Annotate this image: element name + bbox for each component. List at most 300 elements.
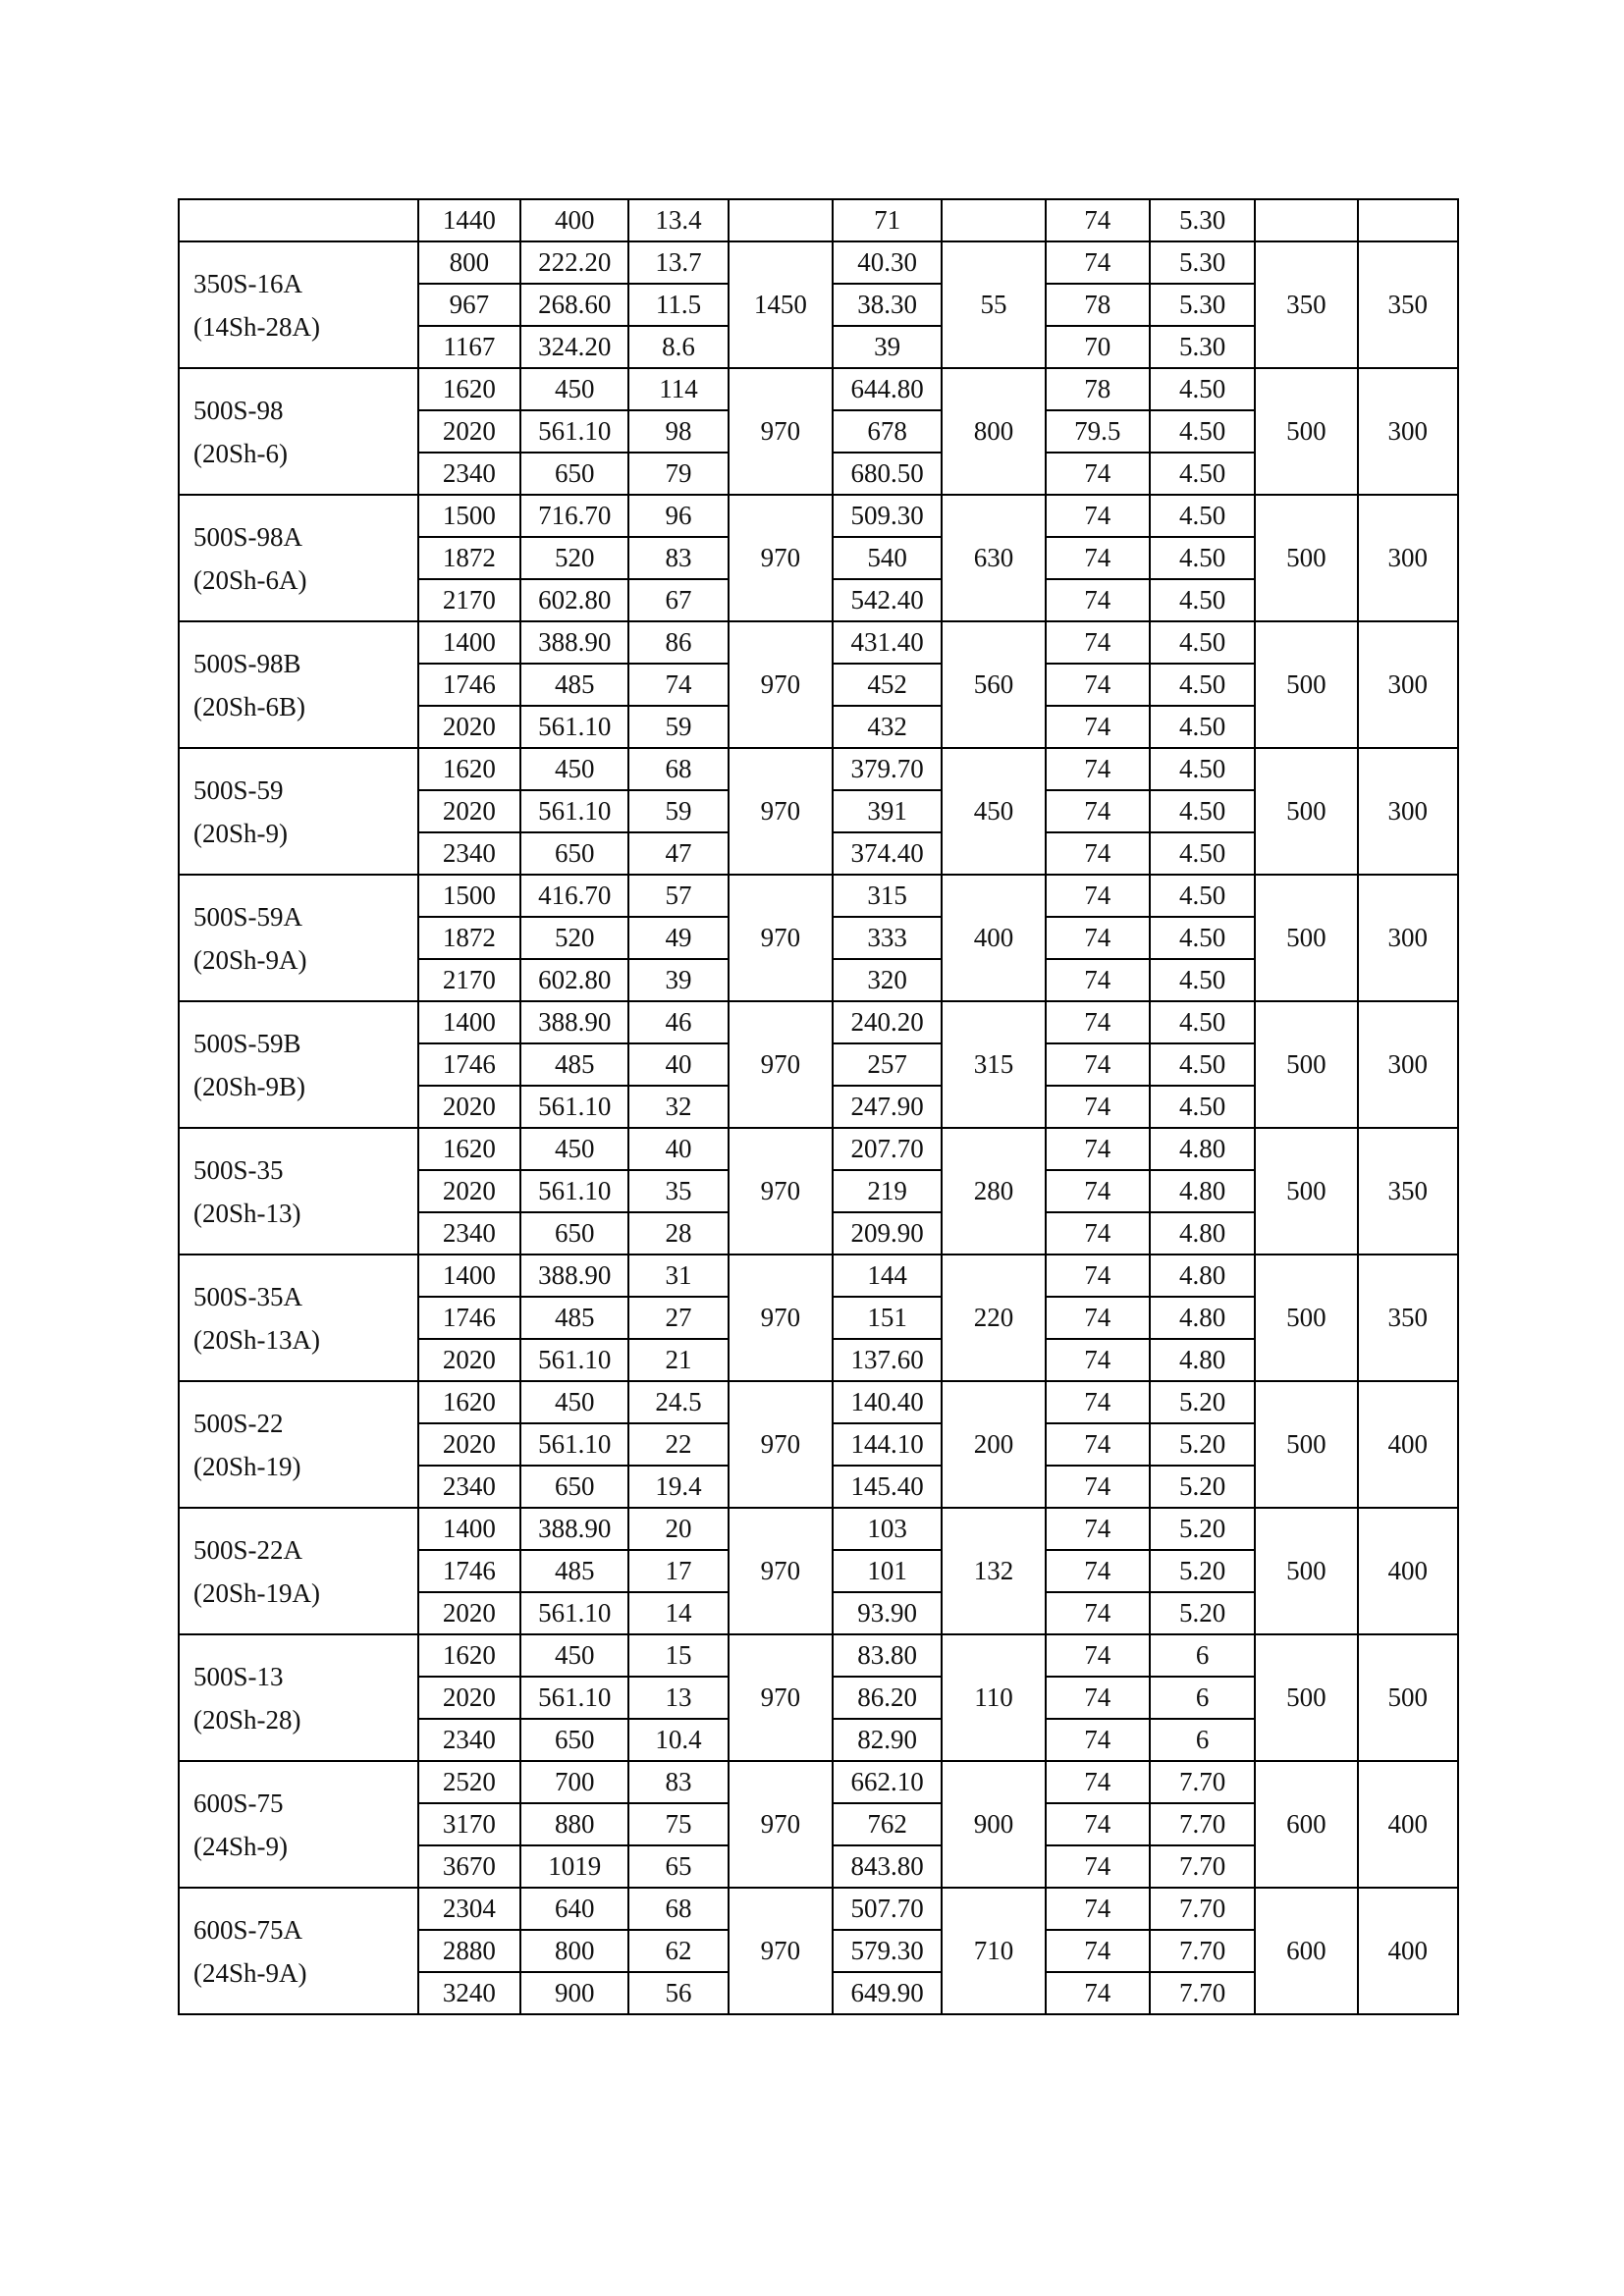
flow-m3h-cell: 800 <box>418 241 520 284</box>
head-cell: 15 <box>628 1634 728 1677</box>
inlet-cell: 600 <box>1255 1888 1357 2014</box>
model-name: 500S-98 <box>193 395 284 425</box>
flow-ls-cell: 602.80 <box>520 579 628 621</box>
model-name: 500S-22A <box>193 1534 303 1565</box>
speed-cell: 970 <box>729 1001 833 1128</box>
npshr-cell: 7.70 <box>1150 1803 1255 1845</box>
speed-cell: 970 <box>729 875 833 1001</box>
flow-m3h-cell: 2020 <box>418 1170 520 1212</box>
motor-power-cell: 315 <box>942 1001 1045 1128</box>
shaft-power-cell: 579.30 <box>833 1930 942 1972</box>
flow-ls-cell: 561.10 <box>520 1677 628 1719</box>
model-name: 500S-35A <box>193 1281 303 1311</box>
model-cell <box>179 1888 418 2014</box>
flow-ls-cell: 640 <box>520 1888 628 1930</box>
shaft-power-cell: 678 <box>833 410 942 453</box>
outlet-cell: 300 <box>1358 875 1458 1001</box>
table-row <box>179 1001 1458 1043</box>
table-row <box>179 199 1458 241</box>
head-cell: 68 <box>628 748 728 790</box>
flow-ls-cell: 561.10 <box>520 1086 628 1128</box>
flow-m3h-cell: 1620 <box>418 748 520 790</box>
efficiency-cell: 74 <box>1046 1677 1150 1719</box>
efficiency-cell: 74 <box>1046 959 1150 1001</box>
npshr-cell: 5.20 <box>1150 1592 1255 1634</box>
flow-ls-cell: 520 <box>520 537 628 579</box>
model-alt-name: (20Sh-6B) <box>193 691 305 721</box>
head-cell: 59 <box>628 706 728 748</box>
inlet-cell: 500 <box>1255 875 1357 1001</box>
npshr-cell: 4.50 <box>1150 748 1255 790</box>
shaft-power-cell: 315 <box>833 875 942 917</box>
shaft-power-cell: 247.90 <box>833 1086 942 1128</box>
efficiency-cell: 74 <box>1046 1297 1150 1339</box>
model-cell <box>179 1255 418 1381</box>
head-cell: 21 <box>628 1339 728 1381</box>
npshr-cell: 4.50 <box>1150 368 1255 410</box>
table-row <box>179 875 1458 917</box>
npshr-cell: 4.50 <box>1150 790 1255 832</box>
outlet-cell: 300 <box>1358 621 1458 748</box>
efficiency-cell: 74 <box>1046 1001 1150 1043</box>
head-cell: 75 <box>628 1803 728 1845</box>
inlet-cell: 600 <box>1255 1761 1357 1888</box>
npshr-cell: 5.20 <box>1150 1466 1255 1508</box>
head-cell: 98 <box>628 410 728 453</box>
inlet-cell: 500 <box>1255 621 1357 748</box>
flow-ls-cell: 388.90 <box>520 621 628 664</box>
efficiency-cell: 74 <box>1046 579 1150 621</box>
inlet-cell: 500 <box>1255 1634 1357 1761</box>
flow-ls-cell: 268.60 <box>520 284 628 326</box>
flow-ls-cell: 450 <box>520 748 628 790</box>
motor-power-cell: 220 <box>942 1255 1045 1381</box>
model-alt-name: (20Sh-9B) <box>193 1071 305 1101</box>
head-cell: 68 <box>628 1888 728 1930</box>
flow-m3h-cell: 1872 <box>418 917 520 959</box>
npshr-cell: 7.70 <box>1150 1845 1255 1888</box>
npshr-cell: 4.50 <box>1150 453 1255 495</box>
flow-m3h-cell: 2170 <box>418 959 520 1001</box>
efficiency-cell: 74 <box>1046 790 1150 832</box>
speed-cell: 970 <box>729 1761 833 1888</box>
shaft-power-cell: 540 <box>833 537 942 579</box>
npshr-cell: 4.50 <box>1150 1086 1255 1128</box>
flow-ls-cell: 485 <box>520 664 628 706</box>
flow-ls-cell: 561.10 <box>520 1170 628 1212</box>
inlet-cell: 500 <box>1255 1381 1357 1508</box>
npshr-cell: 4.80 <box>1150 1255 1255 1297</box>
efficiency-cell: 74 <box>1046 1086 1150 1128</box>
shaft-power-cell: 137.60 <box>833 1339 942 1381</box>
npshr-cell: 4.50 <box>1150 959 1255 1001</box>
shaft-power-cell: 145.40 <box>833 1466 942 1508</box>
flow-ls-cell: 450 <box>520 1634 628 1677</box>
flow-ls-cell: 485 <box>520 1550 628 1592</box>
speed-cell: 970 <box>729 621 833 748</box>
shaft-power-cell: 432 <box>833 706 942 748</box>
efficiency-cell: 74 <box>1046 1550 1150 1592</box>
head-cell: 40 <box>628 1128 728 1170</box>
flow-m3h-cell: 1620 <box>418 1381 520 1423</box>
shaft-power-cell: 82.90 <box>833 1719 942 1761</box>
npshr-cell: 4.50 <box>1150 832 1255 875</box>
efficiency-cell: 70 <box>1046 326 1150 368</box>
flow-ls-cell: 716.70 <box>520 495 628 537</box>
shaft-power-cell: 40.30 <box>833 241 942 284</box>
shaft-power-cell: 83.80 <box>833 1634 942 1677</box>
head-cell: 40 <box>628 1043 728 1086</box>
head-cell: 17 <box>628 1550 728 1592</box>
efficiency-cell: 74 <box>1046 1972 1150 2014</box>
model-name: 500S-59 <box>193 774 284 805</box>
motor-power-cell: 800 <box>942 368 1045 495</box>
flow-m3h-cell: 1400 <box>418 621 520 664</box>
npshr-cell: 4.50 <box>1150 621 1255 664</box>
flow-ls-cell: 1019 <box>520 1845 628 1888</box>
flow-m3h-cell: 1620 <box>418 368 520 410</box>
flow-ls-cell: 388.90 <box>520 1255 628 1297</box>
model-cell <box>179 368 418 495</box>
npshr-cell: 5.30 <box>1150 326 1255 368</box>
flow-m3h-cell: 2340 <box>418 832 520 875</box>
shaft-power-cell: 209.90 <box>833 1212 942 1255</box>
shaft-power-cell: 86.20 <box>833 1677 942 1719</box>
shaft-power-cell: 140.40 <box>833 1381 942 1423</box>
table-row <box>179 621 1458 664</box>
npshr-cell: 7.70 <box>1150 1761 1255 1803</box>
shaft-power-cell: 452 <box>833 664 942 706</box>
flow-m3h-cell: 2520 <box>418 1761 520 1803</box>
flow-ls-cell: 880 <box>520 1803 628 1845</box>
table-row <box>179 1634 1458 1677</box>
model-name: 350S-16A <box>193 268 303 298</box>
model-alt-name: (24Sh-9A) <box>193 1957 307 1988</box>
efficiency-cell: 74 <box>1046 199 1150 241</box>
head-cell: 31 <box>628 1255 728 1297</box>
flow-ls-cell: 222.20 <box>520 241 628 284</box>
efficiency-cell: 74 <box>1046 706 1150 748</box>
model-name: 500S-22 <box>193 1408 284 1438</box>
flow-m3h-cell: 2020 <box>418 410 520 453</box>
efficiency-cell: 74 <box>1046 875 1150 917</box>
inlet-cell: 500 <box>1255 368 1357 495</box>
head-cell: 32 <box>628 1086 728 1128</box>
shaft-power-cell: 374.40 <box>833 832 942 875</box>
flow-m3h-cell: 967 <box>418 284 520 326</box>
head-cell: 59 <box>628 790 728 832</box>
table-body <box>179 199 1458 2014</box>
npshr-cell: 5.30 <box>1150 199 1255 241</box>
npshr-cell: 5.20 <box>1150 1550 1255 1592</box>
head-cell: 65 <box>628 1845 728 1888</box>
head-cell: 83 <box>628 537 728 579</box>
outlet-cell-empty <box>1358 199 1458 241</box>
flow-m3h-cell: 1440 <box>418 199 520 241</box>
flow-m3h-cell: 1400 <box>418 1508 520 1550</box>
head-cell: 46 <box>628 1001 728 1043</box>
model-name: 600S-75 <box>193 1788 284 1818</box>
npshr-cell: 5.30 <box>1150 241 1255 284</box>
model-cell <box>179 875 418 1001</box>
npshr-cell: 4.50 <box>1150 706 1255 748</box>
flow-m3h-cell: 3670 <box>418 1845 520 1888</box>
shaft-power-cell: 762 <box>833 1803 942 1845</box>
flow-m3h-cell: 2020 <box>418 790 520 832</box>
outlet-cell: 300 <box>1358 1001 1458 1128</box>
flow-ls-cell: 650 <box>520 1719 628 1761</box>
efficiency-cell: 74 <box>1046 1381 1150 1423</box>
model-alt-name: (20Sh-19A) <box>193 1577 320 1608</box>
npshr-cell: 4.80 <box>1150 1297 1255 1339</box>
flow-m3h-cell: 1400 <box>418 1255 520 1297</box>
shaft-power-cell: 257 <box>833 1043 942 1086</box>
flow-m3h-cell: 1500 <box>418 495 520 537</box>
flow-ls-cell: 388.90 <box>520 1508 628 1550</box>
outlet-cell: 300 <box>1358 748 1458 875</box>
table-row <box>179 1128 1458 1170</box>
model-cell <box>179 621 418 748</box>
npshr-cell: 4.80 <box>1150 1170 1255 1212</box>
efficiency-cell: 74 <box>1046 1930 1150 1972</box>
shaft-power-cell: 38.30 <box>833 284 942 326</box>
shaft-power-cell: 509.30 <box>833 495 942 537</box>
outlet-cell: 400 <box>1358 1761 1458 1888</box>
speed-cell: 970 <box>729 495 833 621</box>
npshr-cell: 4.50 <box>1150 410 1255 453</box>
shaft-power-cell: 680.50 <box>833 453 942 495</box>
flow-m3h-cell: 1620 <box>418 1634 520 1677</box>
motor-power-cell: 900 <box>942 1761 1045 1888</box>
motor-power-cell: 560 <box>942 621 1045 748</box>
npshr-cell: 4.50 <box>1150 537 1255 579</box>
flow-ls-cell: 400 <box>520 199 628 241</box>
model-alt-name: (20Sh-9A) <box>193 944 307 975</box>
shaft-power-cell: 662.10 <box>833 1761 942 1803</box>
npshr-cell: 4.50 <box>1150 579 1255 621</box>
speed-cell-empty <box>729 199 833 241</box>
head-cell: 114 <box>628 368 728 410</box>
flow-m3h-cell: 2020 <box>418 1592 520 1634</box>
flow-ls-cell: 485 <box>520 1297 628 1339</box>
motor-power-cell: 630 <box>942 495 1045 621</box>
npshr-cell: 7.70 <box>1150 1972 1255 2014</box>
efficiency-cell: 74 <box>1046 1255 1150 1297</box>
flow-m3h-cell: 1500 <box>418 875 520 917</box>
speed-cell: 970 <box>729 1888 833 2014</box>
efficiency-cell: 74 <box>1046 748 1150 790</box>
flow-m3h-cell: 2304 <box>418 1888 520 1930</box>
efficiency-cell: 74 <box>1046 537 1150 579</box>
model-name: 600S-75A <box>193 1914 303 1945</box>
speed-cell: 970 <box>729 1128 833 1255</box>
model-alt-name: (20Sh-6) <box>193 438 288 468</box>
flow-ls-cell: 900 <box>520 1972 628 2014</box>
efficiency-cell: 74 <box>1046 453 1150 495</box>
model-cell <box>179 495 418 621</box>
flow-m3h-cell: 1746 <box>418 1297 520 1339</box>
model-name: 500S-98A <box>193 521 303 552</box>
efficiency-cell: 79.5 <box>1046 410 1150 453</box>
head-cell: 10.4 <box>628 1719 728 1761</box>
speed-cell: 970 <box>729 748 833 875</box>
shaft-power-cell: 93.90 <box>833 1592 942 1634</box>
npshr-cell: 4.50 <box>1150 1043 1255 1086</box>
efficiency-cell: 74 <box>1046 241 1150 284</box>
head-cell: 8.6 <box>628 326 728 368</box>
flow-ls-cell: 520 <box>520 917 628 959</box>
motor-power-cell: 55 <box>942 241 1045 368</box>
efficiency-cell: 74 <box>1046 1128 1150 1170</box>
outlet-cell: 350 <box>1358 1255 1458 1381</box>
model-alt-name: (20Sh-28) <box>193 1704 301 1735</box>
motor-power-cell: 400 <box>942 875 1045 1001</box>
npshr-cell: 5.20 <box>1150 1381 1255 1423</box>
outlet-cell: 400 <box>1358 1381 1458 1508</box>
flow-m3h-cell: 1746 <box>418 1550 520 1592</box>
head-cell: 49 <box>628 917 728 959</box>
npshr-cell: 4.80 <box>1150 1212 1255 1255</box>
head-cell: 79 <box>628 453 728 495</box>
outlet-cell: 350 <box>1358 241 1458 368</box>
head-cell: 24.5 <box>628 1381 728 1423</box>
model-alt-name: (24Sh-9) <box>193 1831 288 1861</box>
table-row <box>179 748 1458 790</box>
flow-ls-cell: 561.10 <box>520 1423 628 1466</box>
shaft-power-cell: 391 <box>833 790 942 832</box>
model-alt-name: (20Sh-19) <box>193 1451 301 1481</box>
flow-ls-cell: 650 <box>520 453 628 495</box>
flow-ls-cell: 561.10 <box>520 706 628 748</box>
head-cell: 28 <box>628 1212 728 1255</box>
flow-m3h-cell: 2020 <box>418 1423 520 1466</box>
flow-m3h-cell: 2880 <box>418 1930 520 1972</box>
npshr-cell: 5.20 <box>1150 1508 1255 1550</box>
efficiency-cell: 74 <box>1046 1845 1150 1888</box>
head-cell: 13.7 <box>628 241 728 284</box>
shaft-power-cell: 379.70 <box>833 748 942 790</box>
outlet-cell: 300 <box>1358 368 1458 495</box>
head-cell: 13.4 <box>628 199 728 241</box>
efficiency-cell: 74 <box>1046 1466 1150 1508</box>
efficiency-cell: 74 <box>1046 832 1150 875</box>
pump-spec-table <box>178 198 1459 2015</box>
flow-m3h-cell: 2340 <box>418 1212 520 1255</box>
efficiency-cell: 74 <box>1046 621 1150 664</box>
npshr-cell: 7.70 <box>1150 1888 1255 1930</box>
motor-power-cell: 132 <box>942 1508 1045 1634</box>
shaft-power-cell: 151 <box>833 1297 942 1339</box>
speed-cell: 970 <box>729 1634 833 1761</box>
table-row <box>179 1761 1458 1803</box>
head-cell: 56 <box>628 1972 728 2014</box>
motor-power-cell: 280 <box>942 1128 1045 1255</box>
shaft-power-cell: 101 <box>833 1550 942 1592</box>
outlet-cell: 500 <box>1358 1634 1458 1761</box>
model-name: 500S-13 <box>193 1661 284 1691</box>
inlet-cell: 500 <box>1255 1128 1357 1255</box>
motor-power-cell: 110 <box>942 1634 1045 1761</box>
npshr-cell: 6 <box>1150 1719 1255 1761</box>
shaft-power-cell: 333 <box>833 917 942 959</box>
table-row <box>179 495 1458 537</box>
flow-m3h-cell: 1746 <box>418 664 520 706</box>
shaft-power-cell: 644.80 <box>833 368 942 410</box>
model-cell-empty <box>179 199 418 241</box>
table-row <box>179 241 1458 284</box>
shaft-power-cell: 144 <box>833 1255 942 1297</box>
outlet-cell: 400 <box>1358 1508 1458 1634</box>
model-name: 500S-98B <box>193 648 301 678</box>
shaft-power-cell: 144.10 <box>833 1423 942 1466</box>
speed-cell: 970 <box>729 1508 833 1634</box>
model-cell <box>179 1634 418 1761</box>
flow-m3h-cell: 3170 <box>418 1803 520 1845</box>
flow-m3h-cell: 1620 <box>418 1128 520 1170</box>
efficiency-cell: 74 <box>1046 917 1150 959</box>
flow-m3h-cell: 2020 <box>418 1339 520 1381</box>
efficiency-cell: 74 <box>1046 1212 1150 1255</box>
model-alt-name: (14Sh-28A) <box>193 311 320 342</box>
efficiency-cell: 74 <box>1046 1888 1150 1930</box>
flow-m3h-cell: 2020 <box>418 1086 520 1128</box>
flow-ls-cell: 650 <box>520 1212 628 1255</box>
shaft-power-cell: 219 <box>833 1170 942 1212</box>
flow-ls-cell: 485 <box>520 1043 628 1086</box>
inlet-cell: 500 <box>1255 1001 1357 1128</box>
head-cell: 11.5 <box>628 284 728 326</box>
flow-ls-cell: 800 <box>520 1930 628 1972</box>
head-cell: 20 <box>628 1508 728 1550</box>
efficiency-cell: 74 <box>1046 1592 1150 1634</box>
npshr-cell: 4.50 <box>1150 495 1255 537</box>
head-cell: 22 <box>628 1423 728 1466</box>
model-cell <box>179 241 418 368</box>
efficiency-cell: 74 <box>1046 1339 1150 1381</box>
head-cell: 86 <box>628 621 728 664</box>
model-cell <box>179 1001 418 1128</box>
table-row <box>179 1255 1458 1297</box>
flow-m3h-cell: 1400 <box>418 1001 520 1043</box>
flow-ls-cell: 450 <box>520 368 628 410</box>
inlet-cell-empty <box>1255 199 1357 241</box>
shaft-power-cell: 507.70 <box>833 1888 942 1930</box>
outlet-cell: 350 <box>1358 1128 1458 1255</box>
speed-cell: 970 <box>729 1255 833 1381</box>
flow-ls-cell: 700 <box>520 1761 628 1803</box>
head-cell: 83 <box>628 1761 728 1803</box>
npshr-cell: 5.20 <box>1150 1423 1255 1466</box>
speed-cell: 970 <box>729 1381 833 1508</box>
shaft-power-cell: 240.20 <box>833 1001 942 1043</box>
shaft-power-cell: 71 <box>833 199 942 241</box>
head-cell: 74 <box>628 664 728 706</box>
shaft-power-cell: 207.70 <box>833 1128 942 1170</box>
head-cell: 19.4 <box>628 1466 728 1508</box>
inlet-cell: 500 <box>1255 495 1357 621</box>
outlet-cell: 300 <box>1358 495 1458 621</box>
model-alt-name: (20Sh-9) <box>193 818 288 848</box>
flow-m3h-cell: 3240 <box>418 1972 520 2014</box>
npshr-cell: 7.70 <box>1150 1930 1255 1972</box>
npshr-cell: 4.80 <box>1150 1128 1255 1170</box>
efficiency-cell: 74 <box>1046 1043 1150 1086</box>
motor-power-cell-empty <box>942 199 1045 241</box>
npshr-cell: 4.50 <box>1150 664 1255 706</box>
model-alt-name: (20Sh-13) <box>193 1198 301 1228</box>
motor-power-cell: 200 <box>942 1381 1045 1508</box>
motor-power-cell: 450 <box>942 748 1045 875</box>
